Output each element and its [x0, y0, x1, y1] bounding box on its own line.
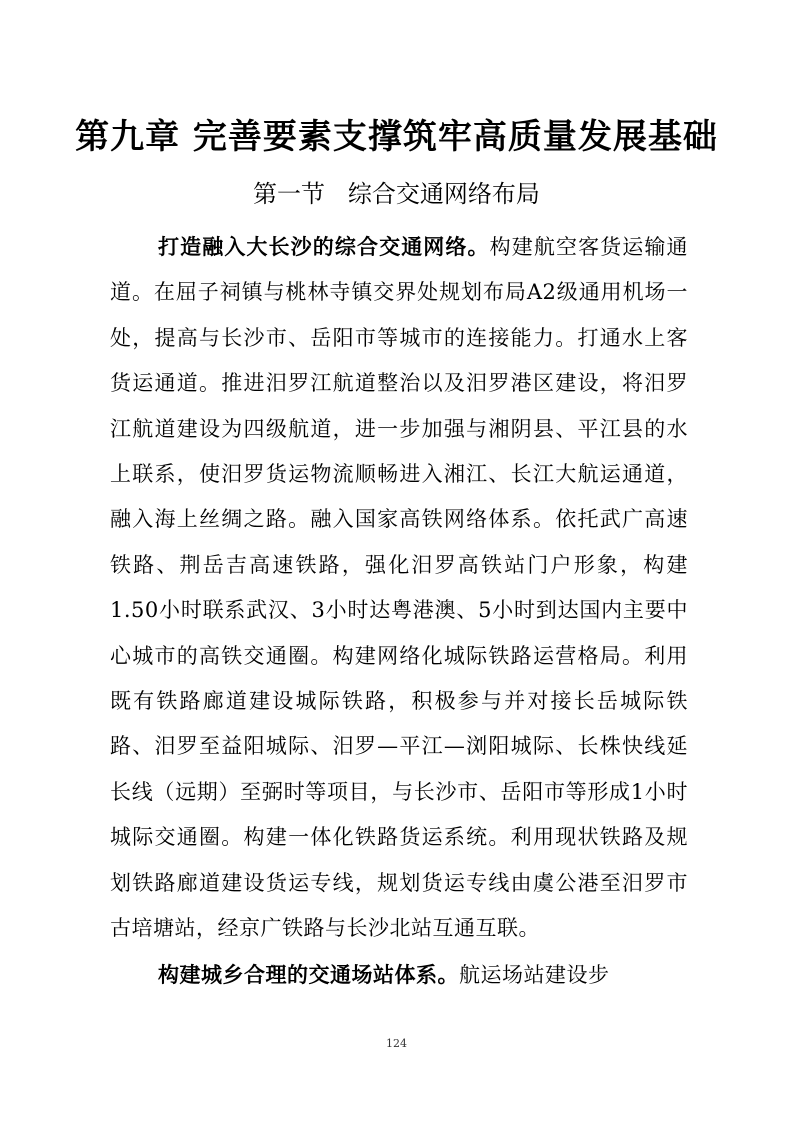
chapter-title: 第九章 完善要素支撑筑牢高质量发展基础 — [75, 117, 718, 157]
paragraph-text: 航运场站建设步 — [459, 962, 610, 987]
paragraph-text: 构建航空客货运输通道。在屈子祠镇与桃林寺镇交界处规划布局A2级通用机场一处，提高与长沙市、岳阳市等城市的连接能力。打通水上客货运通道。推进汨罗江航道整治以及汨罗港区建设，将汨罗江航道建设为四级航道，进一步加强与湘阴县、平江县的水上联系，使汨罗货运物流顺畅进入湘江、长江大航运通道，融入海上丝绸之路。融入国家高铁网络体系。依托武广高速铁路、荆岳吉高速铁路，强化汨罗高铁站门户形象，构建1.50小时联系武汉、3小时达粤港澳、5小时到达国内主要中心城市的高铁交通圈。构建网络化城际铁路运营格局。利用既有铁路廊道建设城际铁路，积极参与并对接长岳城际铁路、汨罗至益阳城际、汨罗—平江—浏阳城际、长株快线延长线（远期）至弼时等项目，与长沙市、岳阳市等形成1小时城际交通圈。构建一体化铁路货运系统。利用现状铁路及规划铁路廊道建设货运专线，规划货运专线由虞公港至汨罗市古培塘站，经京广铁路与长沙北站互通互联。 — [110, 235, 689, 941]
paragraph-lead: 构建城乡合理的交通场站体系。 — [158, 961, 459, 987]
page-number: 124 — [386, 1037, 407, 1050]
paragraph — [110, 952, 688, 998]
paragraph — [110, 224, 688, 952]
paragraph-lead: 打造融入大长沙的综合交通网络。 — [158, 234, 490, 259]
body-text — [110, 224, 688, 998]
section-title: 第一节 综合交通网络布局 — [253, 180, 540, 208]
